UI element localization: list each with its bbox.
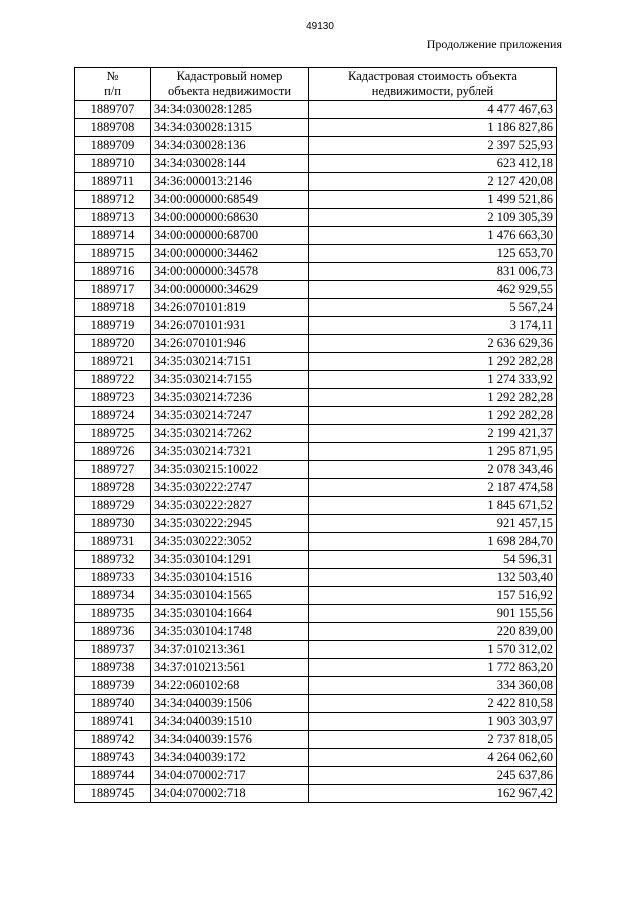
table-row <box>75 371 557 389</box>
row-number: 1889740 <box>75 695 151 713</box>
table-row <box>75 227 557 245</box>
cadastral-cost: 1 476 663,30 <box>309 227 557 245</box>
cadastral-cost: 1 292 282,28 <box>309 353 557 371</box>
cadastral-cost: 1 570 312,02 <box>309 641 557 659</box>
cadastral-number: 34:37:010213:561 <box>151 659 309 677</box>
cadastral-cost: 2 199 421,37 <box>309 425 557 443</box>
cadastral-number: 34:26:070101:946 <box>151 335 309 353</box>
row-number: 1889715 <box>75 245 151 263</box>
row-number: 1889730 <box>75 515 151 533</box>
row-number: 1889720 <box>75 335 151 353</box>
cadastral-cost: 831 006,73 <box>309 263 557 281</box>
cadastral-cost: 2 109 305,39 <box>309 209 557 227</box>
cadastral-number: 34:37:010213:361 <box>151 641 309 659</box>
table-row <box>75 245 557 263</box>
table-row <box>75 713 557 731</box>
table-row <box>75 533 557 551</box>
cadastral-number: 34:35:030104:1565 <box>151 587 309 605</box>
cadastral-cost: 1 772 863,20 <box>309 659 557 677</box>
cadastral-number: 34:00:000000:34578 <box>151 263 309 281</box>
cadastral-cost: 162 967,42 <box>309 785 557 803</box>
row-number: 1889714 <box>75 227 151 245</box>
table-row <box>75 263 557 281</box>
cadastral-number: 34:34:040039:172 <box>151 749 309 767</box>
cadastral-cost: 2 397 525,93 <box>309 137 557 155</box>
table-row <box>75 425 557 443</box>
table-header-row <box>75 68 557 101</box>
cadastral-cost: 4 477 467,63 <box>309 101 557 119</box>
row-number: 1889721 <box>75 353 151 371</box>
cadastral-cost: 2 127 420,08 <box>309 173 557 191</box>
table-row <box>75 209 557 227</box>
continuation-label: Продолжение приложения <box>426 37 562 51</box>
table-row <box>75 101 557 119</box>
cadastral-cost: 1 292 282,28 <box>309 389 557 407</box>
row-number: 1889741 <box>75 713 151 731</box>
row-number: 1889719 <box>75 317 151 335</box>
row-number: 1889733 <box>75 569 151 587</box>
cadastral-cost: 2 187 474,58 <box>309 479 557 497</box>
cadastral-number: 34:34:030028:136 <box>151 137 309 155</box>
row-number: 1889735 <box>75 605 151 623</box>
row-number: 1889726 <box>75 443 151 461</box>
table-row <box>75 605 557 623</box>
row-number: 1889722 <box>75 371 151 389</box>
cadastral-number: 34:00:000000:34629 <box>151 281 309 299</box>
cadastral-number: 34:26:070101:819 <box>151 299 309 317</box>
cadastral-number: 34:34:030028:144 <box>151 155 309 173</box>
cadastral-number: 34:04:070002:718 <box>151 785 309 803</box>
cadastral-number: 34:35:030214:7236 <box>151 389 309 407</box>
table-row <box>75 551 557 569</box>
table-row <box>75 155 557 173</box>
cadastral-number: 34:35:030104:1291 <box>151 551 309 569</box>
cadastral-number: 34:35:030222:2747 <box>151 479 309 497</box>
table-row <box>75 749 557 767</box>
row-number: 1889728 <box>75 479 151 497</box>
row-number: 1889718 <box>75 299 151 317</box>
cadastral-cost: 462 929,55 <box>309 281 557 299</box>
table-row <box>75 299 557 317</box>
cadastral-cost: 2 078 343,46 <box>309 461 557 479</box>
table-row <box>75 443 557 461</box>
cadastral-cost: 1 499 521,86 <box>309 191 557 209</box>
table-row <box>75 191 557 209</box>
cadastral-cost: 2 422 810,58 <box>309 695 557 713</box>
cadastral-number: 34:35:030222:3052 <box>151 533 309 551</box>
table-row <box>75 641 557 659</box>
cadastral-number: 34:34:030028:1315 <box>151 119 309 137</box>
row-number: 1889716 <box>75 263 151 281</box>
cadastral-cost: 125 653,70 <box>309 245 557 263</box>
row-number: 1889723 <box>75 389 151 407</box>
row-number: 1889742 <box>75 731 151 749</box>
cadastral-cost: 1 698 284,70 <box>309 533 557 551</box>
table-body <box>75 101 557 803</box>
row-number: 1889737 <box>75 641 151 659</box>
row-number: 1889739 <box>75 677 151 695</box>
cadastral-number: 34:35:030104:1664 <box>151 605 309 623</box>
row-number: 1889708 <box>75 119 151 137</box>
row-number: 1889710 <box>75 155 151 173</box>
table-row <box>75 317 557 335</box>
cadastral-number: 34:00:000000:68630 <box>151 209 309 227</box>
header-number: № п/п <box>75 68 151 101</box>
cadastral-number: 34:35:030214:7262 <box>151 425 309 443</box>
table-row <box>75 353 557 371</box>
row-number: 1889707 <box>75 101 151 119</box>
table-row <box>75 767 557 785</box>
header-cadastral-number: Кадастровый номер объекта недвижимости <box>151 68 309 101</box>
cadastral-number: 34:34:040039:1576 <box>151 731 309 749</box>
cadastral-number: 34:35:030104:1516 <box>151 569 309 587</box>
table-row <box>75 479 557 497</box>
cadastral-number: 34:22:060102:68 <box>151 677 309 695</box>
page-number: 49130 <box>306 21 334 32</box>
table-row <box>75 335 557 353</box>
cadastral-number: 34:35:030215:10022 <box>151 461 309 479</box>
cadastral-number: 34:34:040039:1510 <box>151 713 309 731</box>
cadastral-number: 34:34:040039:1506 <box>151 695 309 713</box>
header-cadastral-cost: Кадастровая стоимость объекта недвижимости, рублей <box>309 68 557 101</box>
row-number: 1889734 <box>75 587 151 605</box>
cadastral-cost: 3 174,11 <box>309 317 557 335</box>
row-number: 1889744 <box>75 767 151 785</box>
cadastral-cost: 901 155,56 <box>309 605 557 623</box>
row-number: 1889732 <box>75 551 151 569</box>
cadastral-cost: 1 186 827,86 <box>309 119 557 137</box>
cadastral-cost: 157 516,92 <box>309 587 557 605</box>
table-row <box>75 731 557 749</box>
cadastral-cost: 2 636 629,36 <box>309 335 557 353</box>
cadastral-cost: 1 295 871,95 <box>309 443 557 461</box>
cadastral-cost: 623 412,18 <box>309 155 557 173</box>
cadastral-cost: 334 360,08 <box>309 677 557 695</box>
cadastral-cost: 1 292 282,28 <box>309 407 557 425</box>
cadastral-cost: 245 637,86 <box>309 767 557 785</box>
table-row <box>75 695 557 713</box>
row-number: 1889711 <box>75 173 151 191</box>
cadastral-number: 34:35:030214:7247 <box>151 407 309 425</box>
row-number: 1889731 <box>75 533 151 551</box>
cadastral-number: 34:35:030222:2827 <box>151 497 309 515</box>
row-number: 1889717 <box>75 281 151 299</box>
table-row <box>75 515 557 533</box>
cadastral-cost: 132 503,40 <box>309 569 557 587</box>
cadastral-number: 34:35:030222:2945 <box>151 515 309 533</box>
row-number: 1889743 <box>75 749 151 767</box>
table-row <box>75 497 557 515</box>
row-number: 1889729 <box>75 497 151 515</box>
table-row <box>75 587 557 605</box>
cadastral-number: 34:00:000000:68700 <box>151 227 309 245</box>
table-row <box>75 569 557 587</box>
row-number: 1889712 <box>75 191 151 209</box>
table-row <box>75 461 557 479</box>
cadastral-cost: 4 264 062,60 <box>309 749 557 767</box>
row-number: 1889725 <box>75 425 151 443</box>
table-row <box>75 137 557 155</box>
cadastral-cost: 5 567,24 <box>309 299 557 317</box>
table-row <box>75 173 557 191</box>
cadastral-cost: 1 903 303,97 <box>309 713 557 731</box>
cadastral-number: 34:35:030214:7155 <box>151 371 309 389</box>
table-row <box>75 785 557 803</box>
table-row <box>75 623 557 641</box>
cadastral-number: 34:35:030104:1748 <box>151 623 309 641</box>
cadastral-number: 34:00:000000:34462 <box>151 245 309 263</box>
cadastral-cost: 54 596,31 <box>309 551 557 569</box>
cadastral-cost: 2 737 818,05 <box>309 731 557 749</box>
cadastral-number: 34:04:070002:717 <box>151 767 309 785</box>
row-number: 1889713 <box>75 209 151 227</box>
row-number: 1889738 <box>75 659 151 677</box>
row-number: 1889736 <box>75 623 151 641</box>
cadastral-number: 34:35:030214:7151 <box>151 353 309 371</box>
row-number: 1889709 <box>75 137 151 155</box>
cadastral-table <box>74 67 557 803</box>
table-row <box>75 677 557 695</box>
cadastral-cost: 921 457,15 <box>309 515 557 533</box>
table-row <box>75 119 557 137</box>
row-number: 1889745 <box>75 785 151 803</box>
table-row <box>75 659 557 677</box>
cadastral-cost: 220 839,00 <box>309 623 557 641</box>
cadastral-number: 34:34:030028:1285 <box>151 101 309 119</box>
row-number: 1889727 <box>75 461 151 479</box>
table-row <box>75 389 557 407</box>
cadastral-number: 34:00:000000:68549 <box>151 191 309 209</box>
table-row <box>75 281 557 299</box>
cadastral-cost: 1 845 671,52 <box>309 497 557 515</box>
cadastral-cost: 1 274 333,92 <box>309 371 557 389</box>
table-row <box>75 407 557 425</box>
cadastral-number: 34:26:070101:931 <box>151 317 309 335</box>
cadastral-number: 34:35:030214:7321 <box>151 443 309 461</box>
row-number: 1889724 <box>75 407 151 425</box>
cadastral-number: 34:36:000013:2146 <box>151 173 309 191</box>
